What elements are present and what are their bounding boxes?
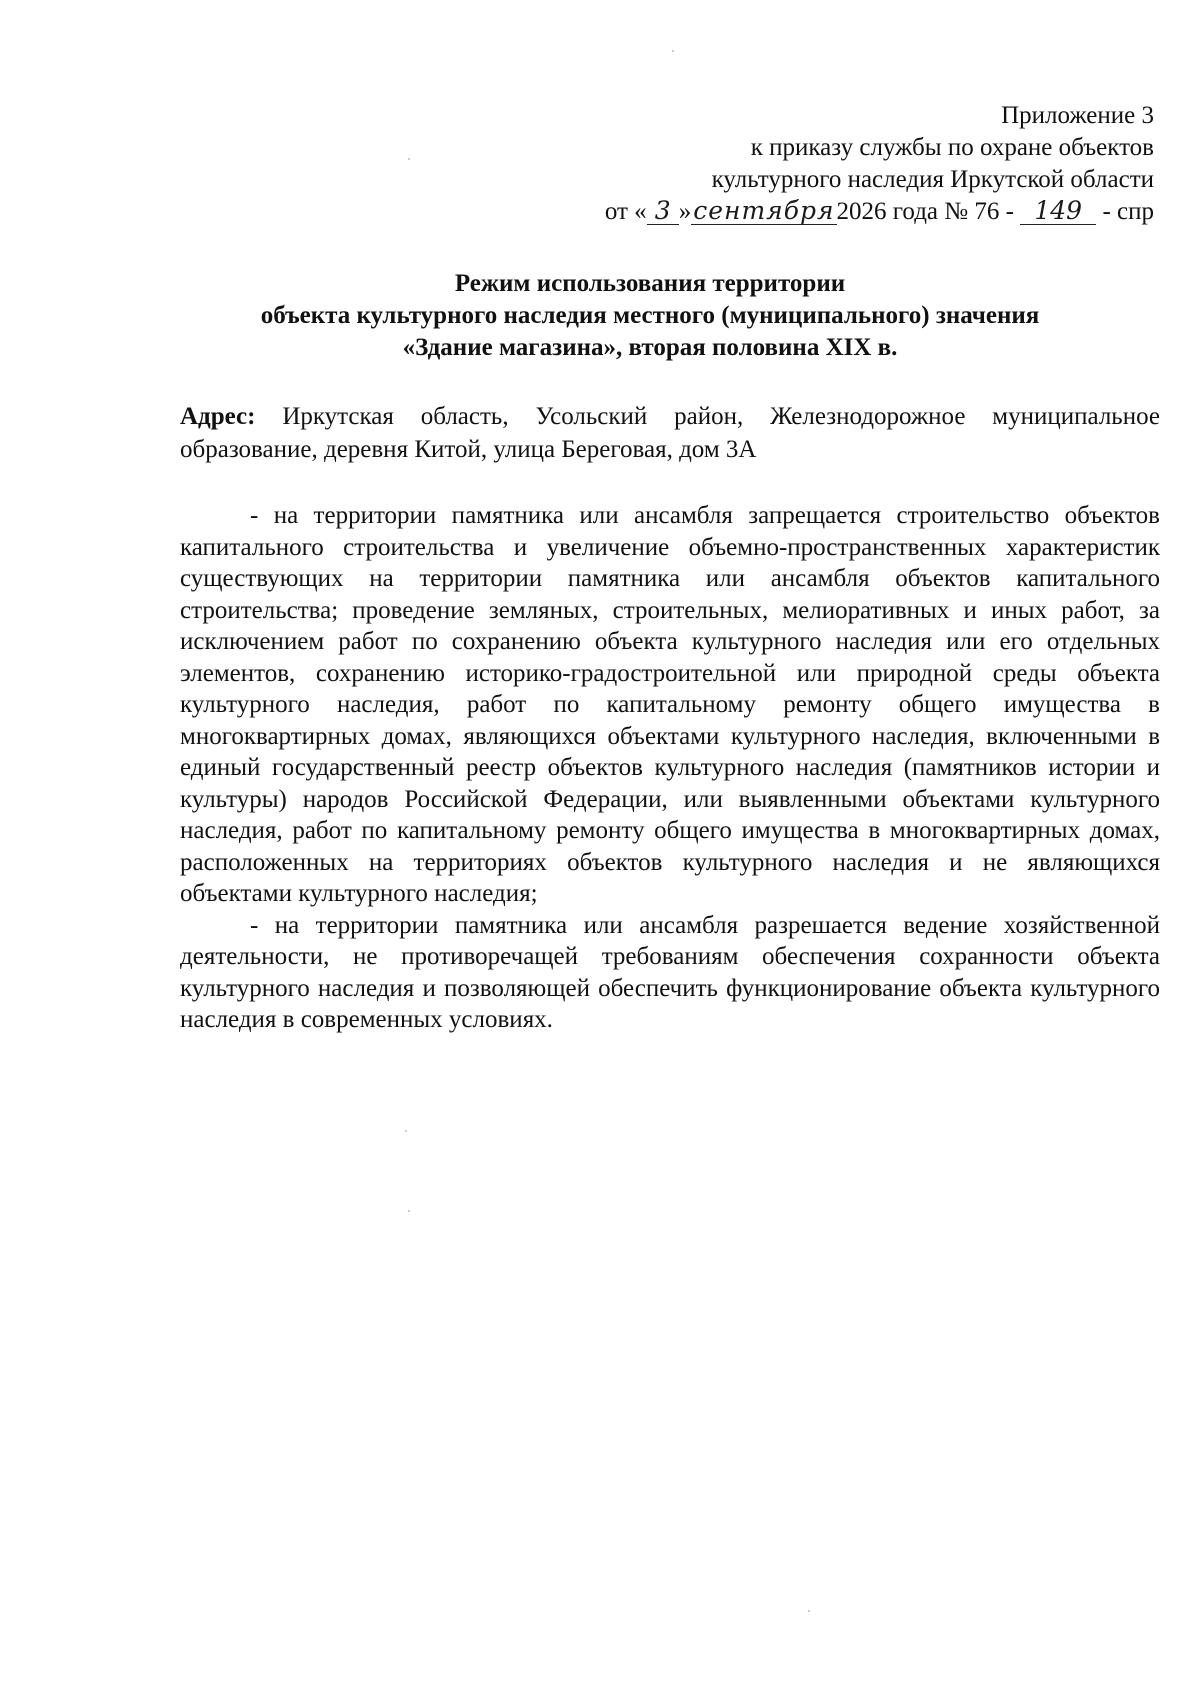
prohibition-paragraph: - на территории памятника или ансамбля запрещается строительство объектов капитального строительства и увеличение объемно-пространственных характеристик существующих на территории памятника или ансамбля объектов капитального строительства; проведение земляных, строительных, мелиоративных и иных работ, за исключением работ по сохранению объекта культурного наследия или его отдельных элементов, сохранению историко-градостроительной или природной среды объекта культурного наследия, работ по капитальному ремонту общего имущества в многоквартирных домах, являющихся объектами культурного наследия, включенными в единый государственный реестр объектов культурного наследия (памятников истории и культуры) народов Российской Федерации, или выявленными объектами культурного наследия, работ по капитальному ремонту общего имущества в многоквартирных домах, расположенных на территориях объектов культурного наследия и не являющихся объектами культурного наследия; xyxy=(180,502,1160,907)
document-title xyxy=(170,268,1130,364)
date-prefix: от « xyxy=(604,198,647,225)
handwritten-order-number: 149 xyxy=(1020,198,1096,225)
appendix-number: Приложение 3 xyxy=(1001,102,1154,129)
scan-speck xyxy=(408,158,410,160)
address-block xyxy=(180,400,1160,466)
handwritten-month: сентября xyxy=(693,196,835,225)
scan-speck xyxy=(408,1210,410,1212)
address-label: Адрес: xyxy=(180,403,256,430)
scan-speck xyxy=(672,50,674,52)
title-line-2: объекта культурного наследия местного (муниципального) значения xyxy=(260,302,1040,329)
appendix-order-ref: к приказу службы по охране объектов xyxy=(750,134,1154,161)
scan-speck xyxy=(808,1610,810,1612)
permission-paragraph: - на территории памятника или ансамбля разрешается ведение хозяйственной деятельности, не противоречащей требованиям обеспечения сохранности объекта культурного наследия и позволяющей обеспечить функционирование объекта культурного наследия в современных условиях. xyxy=(180,911,1160,1033)
order-suffix: - спр xyxy=(1102,198,1154,225)
appendix-header xyxy=(454,100,1154,228)
title-line-1: Режим использования территории xyxy=(454,270,846,297)
appendix-date-line xyxy=(454,196,1154,228)
date-year-number: 2026 года № 76 - xyxy=(836,198,1014,225)
handwritten-day: 3 xyxy=(647,198,679,225)
address-text: Иркутская область, Усольский район, Железнодорожное муниципальное образование, деревня Китой, улица Береговая, дом 3А xyxy=(180,403,1160,463)
title-line-3: «Здание магазина», вторая половина XIX в. xyxy=(402,334,898,361)
appendix-authority: культурного наследия Иркутской области xyxy=(711,166,1154,193)
scan-speck xyxy=(405,1130,407,1132)
date-quote-close: » xyxy=(678,198,692,225)
regime-text xyxy=(180,500,1160,1036)
